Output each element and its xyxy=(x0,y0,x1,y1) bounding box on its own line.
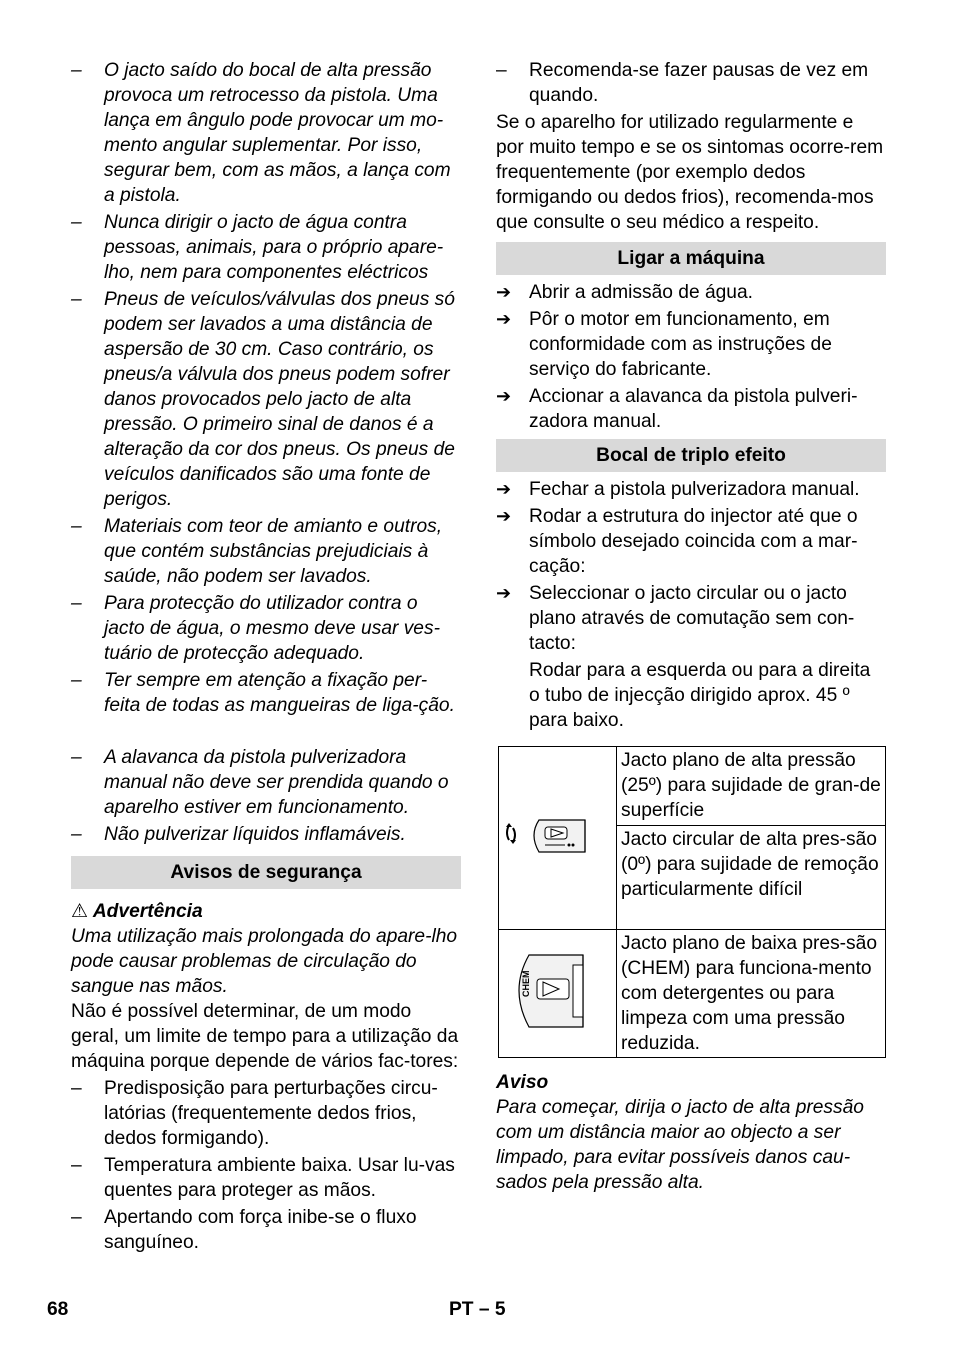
warning-icon: ⚠ xyxy=(71,901,89,922)
step-text: Seleccionar o jacto circular ou o jacto plano através de comutação sem con-tacto: xyxy=(529,583,855,654)
step-note xyxy=(496,658,886,746)
step-text: Fechar a pistola pulverizadora manual. xyxy=(529,479,860,500)
step-item xyxy=(496,504,886,581)
list-item xyxy=(71,58,461,210)
list-item-text: Pneus de veículos/válvulas dos pneus só podem ser lavados a uma distância de aspersão de 30 cm. Caso contrário, os pneus/a válvula dos pneus podem sofrer danos provocados pelo jacto de alta pressão. O primeiro sinal de danos é a alteração da cor dos pneus. Os pneus de veículos danificados são uma fonte de perigos. xyxy=(104,289,455,510)
chem-nozzle-icon xyxy=(499,935,616,1045)
list-item xyxy=(71,822,461,856)
page-number: 68 xyxy=(47,1299,69,1320)
step-text: Abrir a admissão de água. xyxy=(529,282,753,303)
list-item xyxy=(71,668,461,745)
list-item-text: Para protecção do utilizador contra o jacto de água, o mesmo deve usar ves-tuário de protecção adequado. xyxy=(104,593,440,664)
list-item xyxy=(71,1153,461,1205)
right-column xyxy=(496,58,886,1195)
list-item xyxy=(71,591,461,668)
step-item xyxy=(496,581,886,658)
step-item xyxy=(496,307,886,384)
step-text: Rodar a estrutura do injector até que o símbolo desejado coincida com a mar-cação: xyxy=(529,506,858,577)
rotating-nozzle-icon xyxy=(499,790,616,880)
list-item xyxy=(71,1076,461,1153)
step-item xyxy=(496,477,886,504)
dash-bullet: – xyxy=(71,1155,82,1176)
footer-section-code: PT xyxy=(449,1299,474,1320)
table-cell: Jacto circular de alta pres-são (0º) para sujidade de remoção particularmente difícil xyxy=(617,826,886,930)
list-item xyxy=(71,287,461,514)
section-heading-safety: Avisos de segurança xyxy=(71,856,461,889)
dash-bullet: – xyxy=(71,212,82,233)
arrow-icon: ➔ xyxy=(496,282,512,302)
list-item-text: Predisposição para perturbações circu-latórias (frequentemente dedos frios, dedos formigando). xyxy=(104,1078,438,1149)
list-item-text: Nunca dirigir o jacto de água contra pessoas, animais, para o próprio apare-lho, nem para componentes eléctricos xyxy=(104,212,444,283)
warning-title-row xyxy=(71,899,461,924)
table-row xyxy=(499,747,886,826)
list-item-text: Apertando com força inibe-se o fluxo sanguíneo. xyxy=(104,1207,417,1253)
dash-bullet: – xyxy=(71,593,82,614)
list-item xyxy=(496,58,886,110)
list-item-text: Ter sempre em atenção a fixação per-feita de todas as mangueiras de liga-ção. xyxy=(104,670,455,716)
list-item xyxy=(71,745,461,822)
nozzle-image-high-pressure xyxy=(499,747,617,930)
nozzle-table xyxy=(498,746,886,1058)
list-item-text: A alavanca da pistola pulverizadora manual não deve ser prendida quando o aparelho estiver em funcionamento. xyxy=(104,747,449,818)
step-text: Accionar a alavanca da pistola pulveri-zadora manual. xyxy=(529,386,858,432)
step-text: Pôr o motor em funcionamento, em conformidade com as instruções de serviço do fabricante. xyxy=(529,309,832,380)
dash-bullet: – xyxy=(71,1078,82,1099)
step-item xyxy=(496,384,886,439)
warning-text: Uma utilização mais prolongada do apare-lho pode causar problemas de circulação do sangue nas mãos. xyxy=(71,926,458,997)
arrow-icon: ➔ xyxy=(496,309,512,329)
section-heading-nozzle: Bocal de triplo efeito xyxy=(496,439,886,472)
dash-bullet: – xyxy=(71,1207,82,1228)
medical-paragraph: Se o aparelho for utilizado regularmente e por muito tempo e se os sintomas ocorre-rem frequentemente (por exemplo dedos formigando ou dedos frios), recomenda-mos que consulte o seu médico a respeito. xyxy=(496,112,884,233)
nozzle-image-chem xyxy=(499,930,617,1058)
footer-section-page: 5 xyxy=(494,1299,506,1320)
notice-block xyxy=(496,1070,886,1195)
dash-bullet: – xyxy=(496,60,507,81)
dash-bullet: – xyxy=(71,824,82,845)
nozzle-steps xyxy=(496,477,886,746)
dash-bullet: – xyxy=(71,289,82,310)
section-heading-start: Ligar a máquina xyxy=(496,242,886,275)
dash-bullet: – xyxy=(71,670,82,691)
list-item xyxy=(71,514,461,591)
list-item xyxy=(71,210,461,287)
dash-bullet: – xyxy=(71,747,82,768)
table-cell: Jacto plano de baixa pres-são (CHEM) para funciona-mento com detergentes ou para limpeza com uma pressão reduzida. xyxy=(617,930,886,1058)
chem-label: CHEM xyxy=(521,970,531,997)
arrow-icon: ➔ xyxy=(496,583,512,603)
table-cell: Jacto plano de alta pressão (25º) para sujidade de gran-de superfície xyxy=(617,747,886,826)
arrow-icon: ➔ xyxy=(496,479,512,499)
time-limit-paragraph: Não é possível determinar, de um modo geral, um limite de tempo para a utilização da máquina porque depende de vários fac-tores: xyxy=(71,1001,459,1072)
list-item-text: Temperatura ambiente baixa. Usar lu-vas quentes para proteger as mãos. xyxy=(104,1155,455,1201)
page-footer-section xyxy=(449,1297,506,1322)
footer-separator: – xyxy=(478,1299,490,1320)
left-column xyxy=(71,58,461,1257)
dash-bullet: – xyxy=(71,60,82,81)
step-note-text: Rodar para a esquerda ou para a direita o tubo de injecção dirigido aprox. 45 º para baixo. xyxy=(529,660,871,731)
dash-bullet: – xyxy=(71,516,82,537)
arrow-icon: ➔ xyxy=(496,386,512,406)
list-item-text: Materiais com teor de amianto e outros, que contém substâncias prejudiciais à saúde, não podem ser lavados. xyxy=(104,516,443,587)
step-item xyxy=(496,280,886,307)
arrow-icon: ➔ xyxy=(496,506,512,526)
list-item-text: O jacto saído do bocal de alta pressão provoca um retrocesso da pistola. Uma lança em ângulo pode provocar um mo-mento angular suplementar. Por isso, segurar bem, com as mãos, a lança com a pistola. xyxy=(104,60,451,206)
notice-title: Aviso xyxy=(496,1072,549,1093)
list-item-text: Recomenda-se fazer pausas de vez em quando. xyxy=(529,60,869,106)
list-item-text: Não pulverizar líquidos inflamáveis. xyxy=(104,824,406,845)
notice-text: Para começar, dirija o jacto de alta pressão com um distância maior ao objecto a ser limpado, para evitar possíveis danos cau-sados pela pressão alta. xyxy=(496,1097,864,1193)
start-steps xyxy=(496,280,886,439)
warning-title: Advertência xyxy=(92,901,203,922)
list-item xyxy=(71,1205,461,1257)
warning-block xyxy=(71,899,461,999)
table-row xyxy=(499,930,886,1058)
